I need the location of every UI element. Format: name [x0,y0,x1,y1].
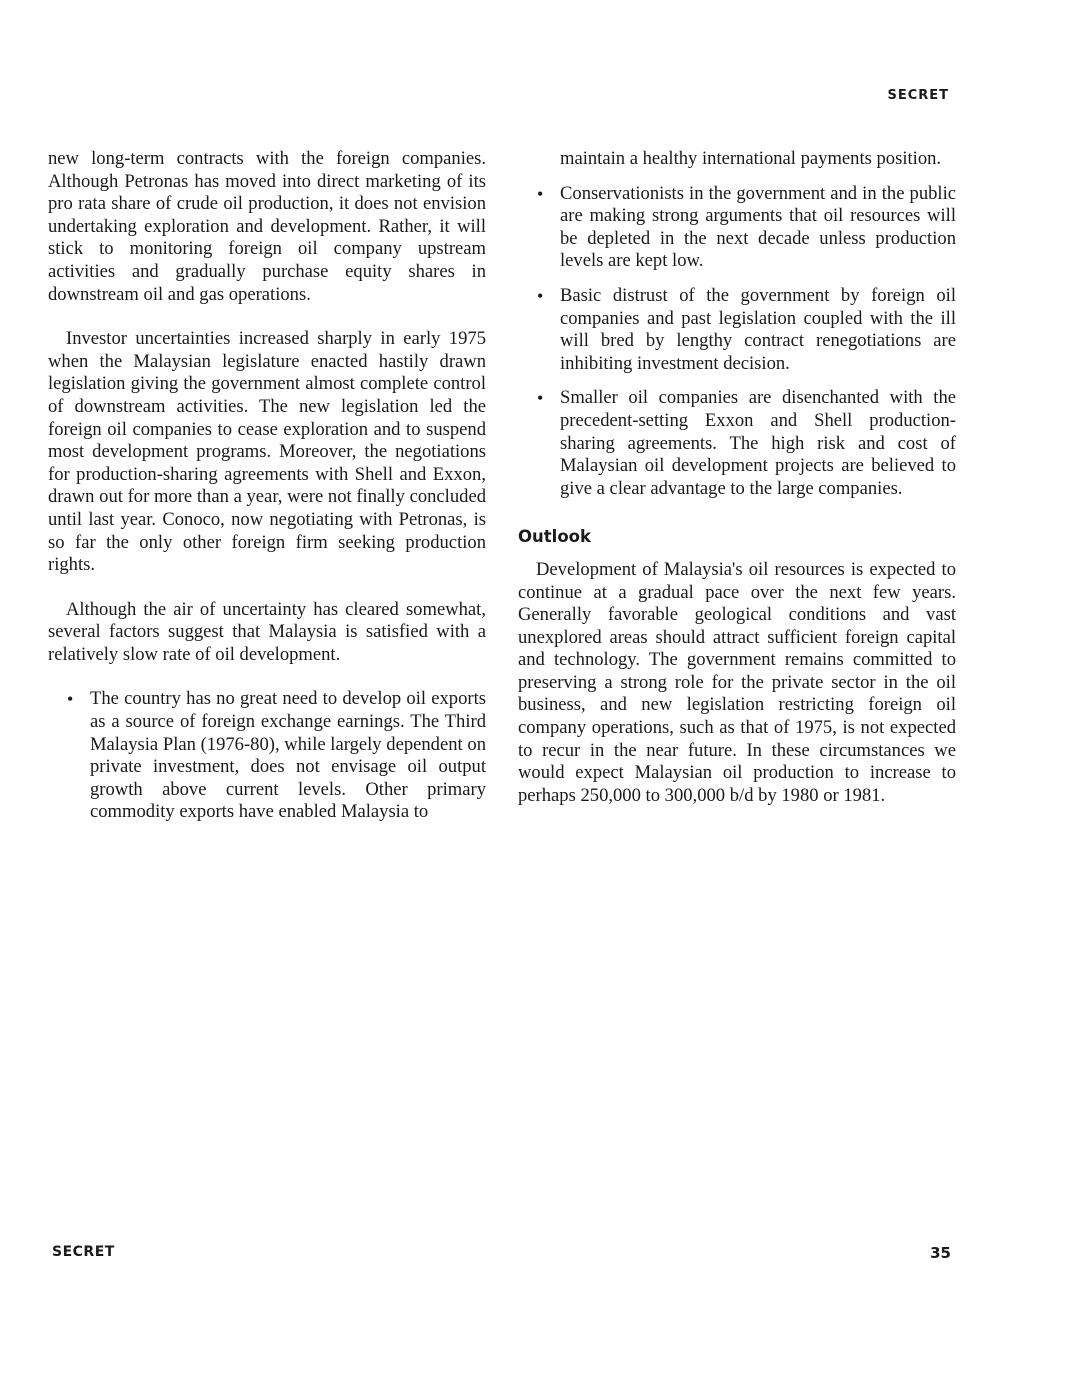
factor-list-right [518,183,956,501]
list-item-continuation: maintain a healthy international payments position. [560,148,942,169]
paragraph-outlook: Development of Malaysia's oil resources is expected to continue at a gradual pace over the next few years. Generally favorable geological conditions and vast unexplored areas should attract sufficient foreign capital and technology. The government remains committed to preserving a strong role for the private sector in the oil business, and new legislation restricting foreign oil company operations, such as that of 1975, is not expected to recur in the near future. In these circumstances we would expect Malaysian oil production to increase to perhaps 250,000 to 300,000 b/d by 1980 or 1981. [518,558,956,806]
list-item-text: Smaller oil companies are disenchanted with the precedent-setting Exxon and Shell production-sharing agreements. The high risk and cost of Malaysian oil development projects are believed to give a clear advantage to the large companies. [560,387,956,499]
bullet-icon: • [537,388,544,409]
list-item-text: Conservationists in the government and in the public are making strong arguments that oil resources will be depleted in the next decade unless production levels are kept low. [560,182,956,272]
list-item [518,285,956,375]
paragraph-slow-development: Although the air of uncertainty has cleared somewhat, several factors suggest that Malaysia is satisfied with a relatively slow rate of oil development. [48,598,486,665]
header-classification-marking: SECRET [887,88,949,103]
paragraph-investor-uncertainties: Investor uncertainties increased sharply in early 1975 when the Malaysian legislature enacted hastily drawn legislation giving the government almost complete control of downstream activities. The new legislation led the foreign oil companies to cease exploration and to suspend most development programs. Moreover, the negotiations for production-sharing agreements with Shell and Exxon, drawn out for more than a year, were not finally concluded until last year. Conoco, now negotiating with Petronas, is so far the only other foreign firm seeking production rights. [48,328,486,576]
list-item [48,688,486,824]
page-number: 35 [930,1244,951,1262]
list-item-text: Basic distrust of the government by foreign oil companies and past legislation coupled with the ill will bred by lengthy contract renegotiations are inhibiting investment decision. [560,284,956,374]
list-item [518,183,956,273]
bullet-icon: • [537,183,544,204]
bullet-icon: • [67,689,74,710]
paragraph-petronas-contracts: new long-term contracts with the foreign companies. Although Petronas has moved into direct marketing of its pro rata share of crude oil production, it does not envision undertaking exploration and development. Rather, it will stick to monitoring foreign oil company upstream activities and gradually purchase equity shares in downstream oil and gas operations. [48,148,486,305]
left-column [48,148,486,844]
section-heading-outlook: Outlook [518,527,591,547]
right-column [518,148,956,829]
footer-classification-marking: SECRET [52,1244,115,1260]
list-item [518,387,956,500]
factor-list-left [48,688,486,824]
list-item-text: The country has no great need to develop oil exports as a source of foreign exchange earnings. The Third Malaysia Plan (1976-80), while largely dependent on private investment, does not envisage oil output growth above current levels. Other primary commodity exports have enabled Malaysia to [90,688,486,823]
bullet-icon: • [537,285,544,306]
